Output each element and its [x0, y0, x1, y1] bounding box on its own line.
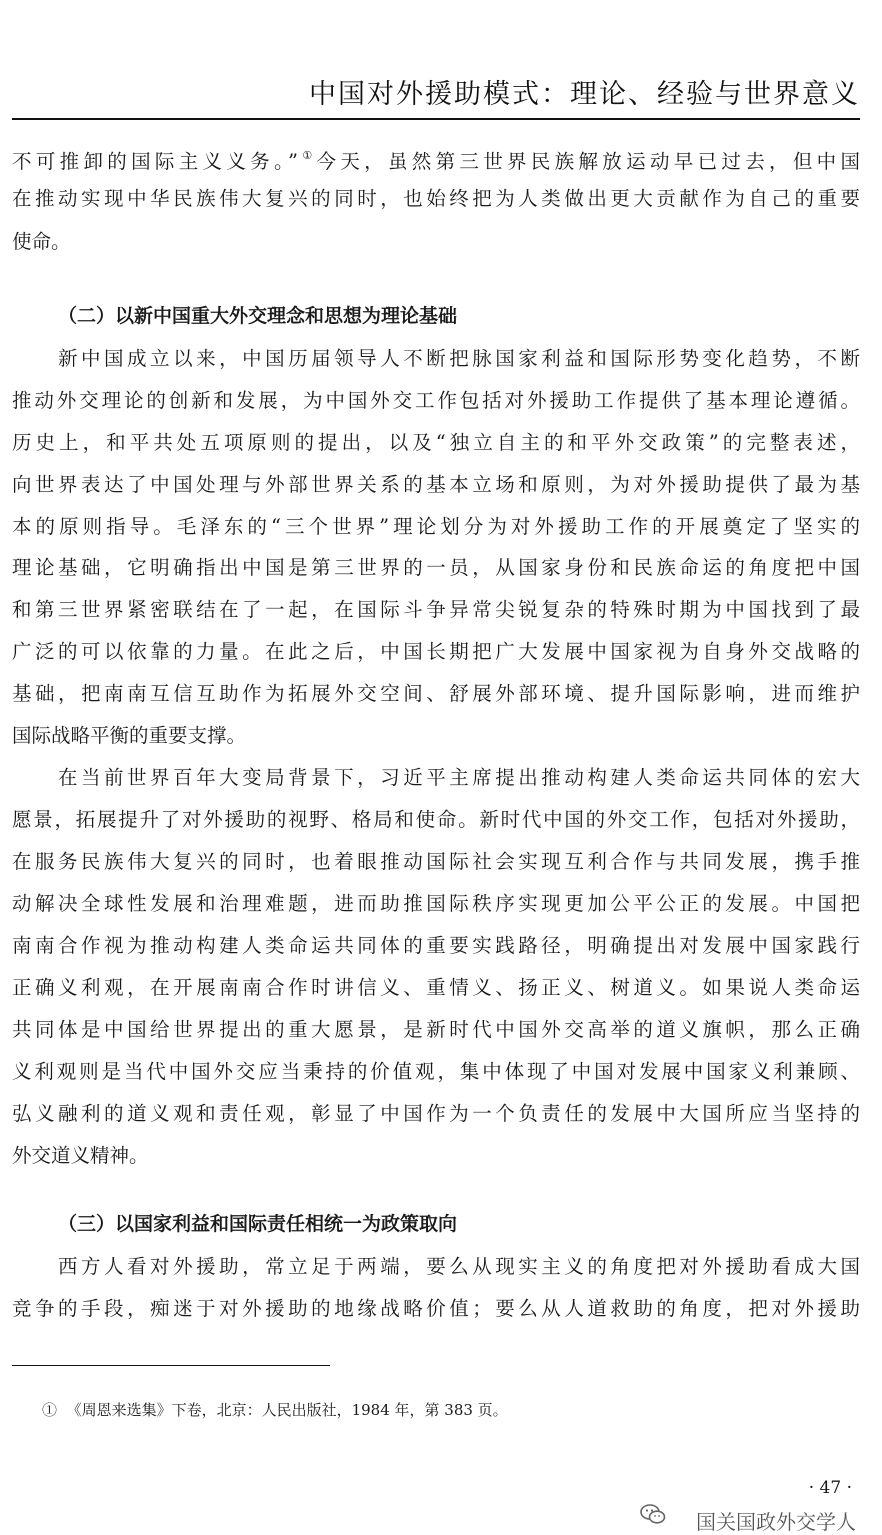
text-line: 广泛的可以依靠的力量。在此之后，中国长期把广大发展中国家视为自身外交战略的 [12, 640, 860, 663]
footnote-text: 《周恩来选集》下卷，北京：人民出版社，1984 年，第 383 页。 [66, 1401, 508, 1419]
text-line: 和第三世界紧密联结在了一起，在国际斗争异常尖锐复杂的特殊时期为中国找到了最 [12, 598, 860, 621]
footnote-marker: ① [42, 1401, 58, 1419]
text-line: 共同体是中国给世界提出的重大愿景，是新时代中国外交高举的道义旗帜，那么正确 [12, 1018, 860, 1041]
wechat-icon [639, 1502, 667, 1526]
footnote-rule [12, 1365, 330, 1366]
text-line: 推动外交理论的创新和发展，为中国外交工作包括对外援助工作提供了基本理论遵循。 [12, 389, 860, 412]
header-title: 中国对外援助模式：理论、经验与世界意义 [309, 79, 860, 110]
text-line: 理论基础，它明确指出中国是第三世界的一员，从国家身份和民族命运的角度把中国 [12, 556, 860, 579]
text-line: 竞争的手段，痴迷于对外援助的地缘战略价值；要么从人道救助的角度，把对外援助 [12, 1297, 860, 1320]
header-rule [12, 118, 860, 120]
text-line: 动解决全球性发展和治理难题，进而助推国际秩序实现更加公平公正的发展。中国把 [12, 892, 860, 915]
footnote-ref[interactable]: ① [298, 149, 317, 162]
text-line: 新中国成立以来，中国历届领导人不断把脉国家利益和国际形势变化趋势，不断 [58, 347, 860, 370]
text-line: 在服务民族伟大复兴的同时，也着眼推动国际社会实现互利合作与共同发展，携手推 [12, 850, 860, 873]
text-line: 义利观则是当代中国外交应当秉持的价值观，集中体现了中国对发展中国家义利兼顾、 [12, 1060, 860, 1083]
text-line: 南南合作视为推动构建人类命运共同体的重要实践路径，明确提出对发展中国家践行 [12, 934, 860, 957]
text-line: 使命。 [12, 230, 71, 253]
text-line: 本的原则指导。毛泽东的“三个世界”理论划分为对外援助工作的开展奠定了坚实的 [12, 515, 860, 538]
text-line: 外交道义精神。 [12, 1144, 149, 1167]
watermark-text: 国关国政外交学人 [696, 1510, 856, 1534]
text-line: 不可推卸的国际主义义务。”①今天，虽然第三世界民族解放运动早已过去，但中国 [12, 149, 860, 173]
text-line: 西方人看对外援助，常立足于两端，要么从现实主义的角度把对外援助看成大国 [58, 1255, 860, 1278]
section-heading: （三）以国家利益和国际责任相统一为政策取向 [58, 1213, 458, 1235]
footnote [42, 1400, 508, 1420]
text-line: 在当前世界百年大变局背景下，习近平主席提出推动构建人类命运共同体的宏大 [58, 766, 860, 789]
text-line: 历史上，和平共处五项原则的提出，以及“独立自主的和平外交政策”的完整表述， [12, 431, 860, 454]
text-line: 基础，把南南互信互助作为拓展外交空间、舒展外部环境、提升国际影响，进而维护 [12, 682, 860, 705]
text-line: 向世界表达了中国处理与外部世界关系的基本立场和原则，为对外援助提供了最为基 [12, 473, 860, 496]
text-line: 国际战略平衡的重要支撑。 [12, 724, 247, 747]
text-line: 正确义利观，在开展南南合作时讲信义、重情义、扬正义、树道义。如果说人类命运 [12, 976, 860, 999]
page-number: · 47 · [808, 1478, 852, 1498]
text-line: 在推动实现中华民族伟大复兴的同时，也始终把为人类做出更大贡献作为自己的重要 [12, 187, 860, 210]
text-line: 弘义融利的道义观和责任观，彰显了中国作为一个负责任的发展中大国所应当坚持的 [12, 1102, 860, 1125]
text-line: 愿景，拓展提升了对外援助的视野、格局和使命。新时代中国的外交工作，包括对外援助， [12, 808, 860, 831]
section-heading: （二）以新中国重大外交理念和思想为理论基础 [58, 305, 458, 327]
